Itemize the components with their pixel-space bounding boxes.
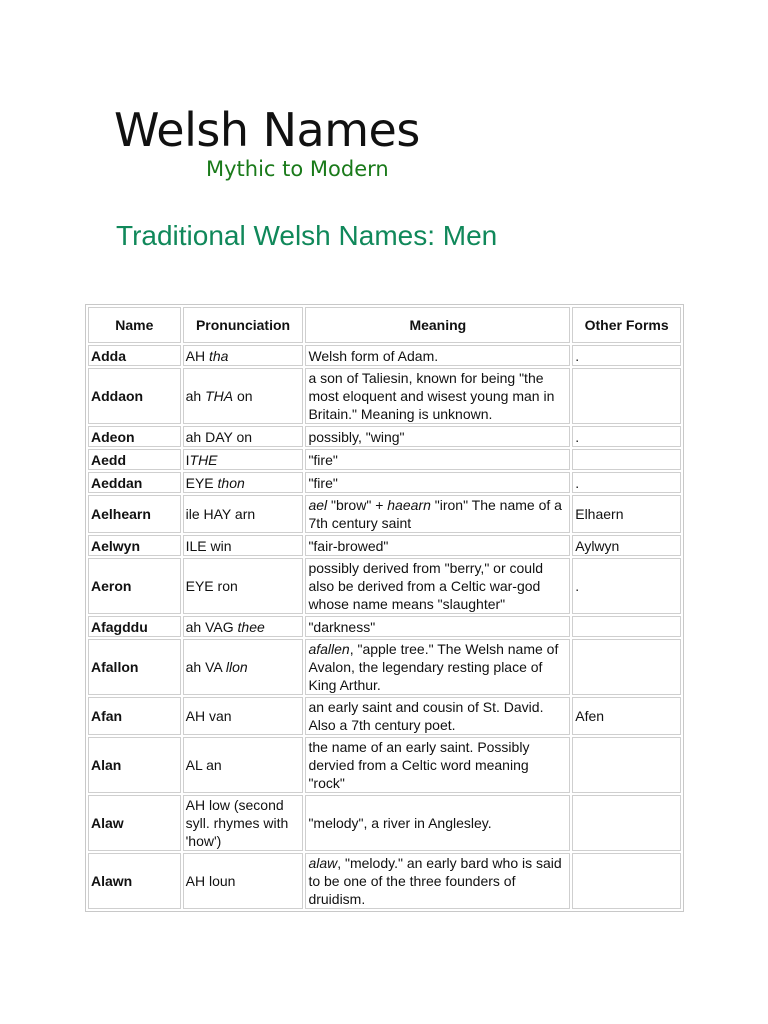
- cell-other-forms: Elhaern: [572, 495, 681, 533]
- cell-other-forms: [572, 639, 681, 695]
- col-header-pronunciation: Pronunciation: [183, 307, 304, 343]
- col-header-name: Name: [88, 307, 181, 343]
- table-row: [88, 426, 681, 447]
- logo-subtitle: Mythic to Modern: [206, 157, 389, 181]
- col-header-meaning: Meaning: [305, 307, 570, 343]
- cell-meaning: [305, 639, 570, 695]
- cell-meaning: [305, 853, 570, 909]
- meaning-part-italic: alaw: [308, 855, 338, 871]
- cell-pronunciation: [183, 616, 304, 637]
- table-row: [88, 495, 681, 533]
- cell-pronunciation: AH loun: [183, 853, 304, 909]
- pron-part-italic: thon: [217, 474, 245, 491]
- table-row: [88, 535, 681, 556]
- cell-pronunciation: [183, 368, 304, 424]
- cell-meaning: a son of Taliesin, known for being "the most eloquent and wisest young man in Britain." Meaning is unknown.: [305, 368, 570, 424]
- meaning-part: "brow" +: [327, 497, 388, 513]
- cell-other-forms: [572, 795, 681, 851]
- table-row: [88, 345, 681, 366]
- table-row: [88, 639, 681, 695]
- cell-pronunciation: EYE ron: [183, 558, 304, 614]
- table-row: [88, 368, 681, 424]
- cell-name: Addaon: [88, 368, 181, 424]
- cell-pronunciation: [183, 472, 304, 493]
- cell-pronunciation: [183, 345, 304, 366]
- cell-other-forms: .: [572, 345, 681, 366]
- cell-pronunciation: [183, 449, 304, 470]
- cell-meaning: an early saint and cousin of St. David. Also a 7th century poet.: [305, 697, 570, 735]
- cell-pronunciation: ile HAY arn: [183, 495, 304, 533]
- cell-pronunciation: ILE win: [183, 535, 304, 556]
- cell-other-forms: .: [572, 426, 681, 447]
- cell-name: Aeddan: [88, 472, 181, 493]
- names-table: [85, 304, 684, 912]
- pron-part-italic: tha: [208, 347, 229, 364]
- cell-name: Afallon: [88, 639, 181, 695]
- cell-name: Aeron: [88, 558, 181, 614]
- table-header-row: [88, 307, 681, 343]
- cell-other-forms: Afen: [572, 697, 681, 735]
- table-row: [88, 853, 681, 909]
- pron-part: ah VA: [185, 659, 226, 675]
- table-row: [88, 737, 681, 793]
- pron-part-italic: llon: [225, 659, 248, 675]
- cell-meaning: Welsh form of Adam.: [305, 345, 570, 366]
- cell-pronunciation: AH low (second syll. rhymes with 'how'): [183, 795, 304, 851]
- table-row: [88, 616, 681, 637]
- pron-part-italic: THA: [205, 388, 234, 404]
- meaning-part: , "apple tree." The Welsh name of Avalon, the legendary resting place of King Arthur.: [308, 641, 559, 693]
- cell-other-forms: [572, 853, 681, 909]
- cell-pronunciation: AL an: [183, 737, 304, 793]
- pron-part-italic: THE: [189, 451, 218, 468]
- pron-part: on: [233, 388, 253, 404]
- table-row: [88, 795, 681, 851]
- cell-other-forms: .: [572, 472, 681, 493]
- cell-other-forms: [572, 368, 681, 424]
- cell-other-forms: Aylwyn: [572, 535, 681, 556]
- logo-title: Welsh Names: [114, 103, 420, 157]
- pron-part: EYE: [185, 474, 218, 491]
- pron-part: ah VAG: [185, 618, 238, 635]
- pron-part-italic: thee: [237, 618, 265, 635]
- cell-name: Adda: [88, 345, 181, 366]
- cell-meaning: "fair-browed": [305, 535, 570, 556]
- cell-pronunciation: AH van: [183, 697, 304, 735]
- cell-other-forms: .: [572, 558, 681, 614]
- cell-other-forms: [572, 449, 681, 470]
- cell-name: Afagddu: [88, 616, 181, 637]
- cell-other-forms: [572, 616, 681, 637]
- page-title: Traditional Welsh Names: Men: [116, 220, 498, 251]
- meaning-part-italic: haearn: [387, 497, 431, 513]
- cell-meaning: possibly derived from "berry," or could also be derived from a Celtic war-god whose name means "slaughter": [305, 558, 570, 614]
- cell-name: Aelwyn: [88, 535, 181, 556]
- cell-name: Adeon: [88, 426, 181, 447]
- cell-meaning: "darkness": [305, 616, 570, 637]
- cell-meaning: possibly, "wing": [305, 426, 570, 447]
- pron-part: ah: [185, 388, 206, 404]
- cell-meaning: [305, 495, 570, 533]
- pron-part: I: [185, 451, 190, 468]
- cell-name: Alawn: [88, 853, 181, 909]
- table-row: [88, 449, 681, 470]
- cell-name: Afan: [88, 697, 181, 735]
- cell-meaning: the name of an early saint. Possibly dervied from a Celtic word meaning "rock": [305, 737, 570, 793]
- cell-meaning: "fire": [305, 449, 570, 470]
- col-header-other-forms: Other Forms: [572, 307, 681, 343]
- cell-pronunciation: ah DAY on: [183, 426, 304, 447]
- meaning-part-italic: afallen: [308, 641, 350, 657]
- cell-name: Alaw: [88, 795, 181, 851]
- site-logo: [114, 104, 444, 184]
- meaning-part-italic: ael: [308, 497, 328, 513]
- cell-meaning: "fire": [305, 472, 570, 493]
- meaning-part: "iron" The name of a 7th century saint: [308, 497, 562, 531]
- cell-name: Aelhearn: [88, 495, 181, 533]
- meaning-part: , "melody." an early bard who is said to be one of the three founders of druidism.: [308, 855, 562, 907]
- table-row: [88, 472, 681, 493]
- table-row: [88, 558, 681, 614]
- cell-name: Aedd: [88, 449, 181, 470]
- cell-name: Alan: [88, 737, 181, 793]
- table-row: [88, 697, 681, 735]
- cell-pronunciation: [183, 639, 304, 695]
- cell-other-forms: [572, 737, 681, 793]
- cell-meaning: "melody", a river in Anglesley.: [305, 795, 570, 851]
- pron-part: AH: [185, 347, 209, 364]
